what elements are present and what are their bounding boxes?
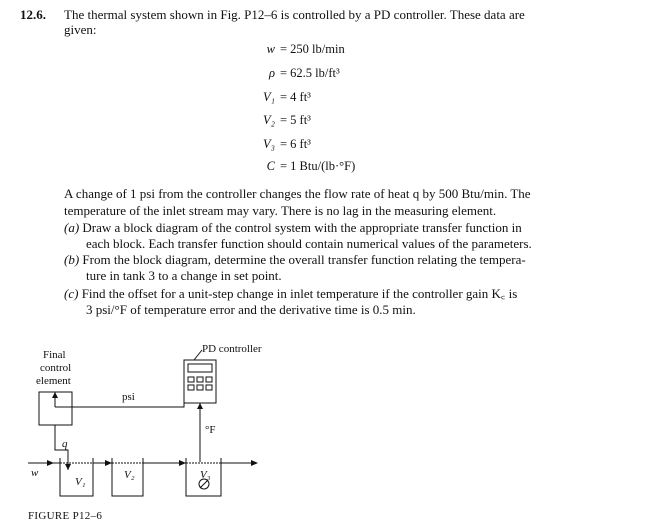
item-a-label: (a): [64, 220, 80, 235]
data-row-rho: ρ = 62.5 lb/ft³: [269, 66, 340, 80]
problem-intro-line2: given:: [64, 22, 97, 37]
problem-intro-line1: The thermal system shown in Fig. P12–6 is controlled by a PD controller. These data are: [64, 7, 525, 22]
fce-label-line3: element: [36, 375, 71, 387]
item-c-label: (c): [64, 286, 79, 301]
v1-label: V₁: [75, 476, 86, 488]
data-row-c: C = 1 Btu/(lb·°F): [266, 159, 356, 173]
v2-label: V₂: [124, 469, 135, 481]
fce-label-line1: Final: [43, 349, 66, 361]
pd-label-pointer: [194, 350, 202, 360]
data-row-v2: V₂ = 5 ft³: [263, 113, 311, 127]
psi-label: psi: [122, 391, 135, 403]
item-b-label: (b): [64, 252, 80, 267]
q-label: q: [62, 438, 68, 450]
figure-caption: FIGURE P12–6: [28, 510, 103, 522]
data-row-w: w = 250 lb/min: [266, 42, 345, 56]
psi-signal-line: [55, 403, 184, 407]
item-c-line2: 3 psi/°F of temperature error and the derivative time is 0.5 min.: [86, 302, 416, 317]
degf-label: °F: [205, 424, 216, 436]
item-a-line2: each block. Each transfer function should contain numerical values of the parameters.: [86, 236, 532, 251]
v3-label: V₃: [200, 469, 211, 481]
problem-number: 12.6.: [20, 7, 46, 22]
data-row-v1: V₁ = 4 ft³: [263, 90, 311, 104]
item-b-line2: ture in tank 3 to a change in set point.: [86, 268, 282, 283]
item-a-line1: Draw a block diagram of the control system with the appropriate transfer function in: [82, 220, 522, 235]
pd-controller-display: [188, 364, 212, 372]
item-c-line1: Find the offset for a unit-step change in inlet temperature if the controller gain K꜀ is: [81, 286, 518, 301]
w-label: w: [31, 467, 39, 479]
paragraph-line2: temperature of the inlet stream may vary. There is no lag in the measuring element.: [64, 202, 497, 218]
item-b-line1: From the block diagram, determine the overall transfer function relating the tempera-: [82, 252, 526, 267]
pd-controller-label: PD controller: [202, 343, 262, 355]
data-row-v3: V₃ = 6 ft³: [263, 137, 311, 151]
paragraph-line1: A change of 1 psi from the controller changes the flow rate of heat q by 500 Btu/min. The: [64, 186, 531, 201]
fce-label-line2: control: [40, 362, 72, 374]
